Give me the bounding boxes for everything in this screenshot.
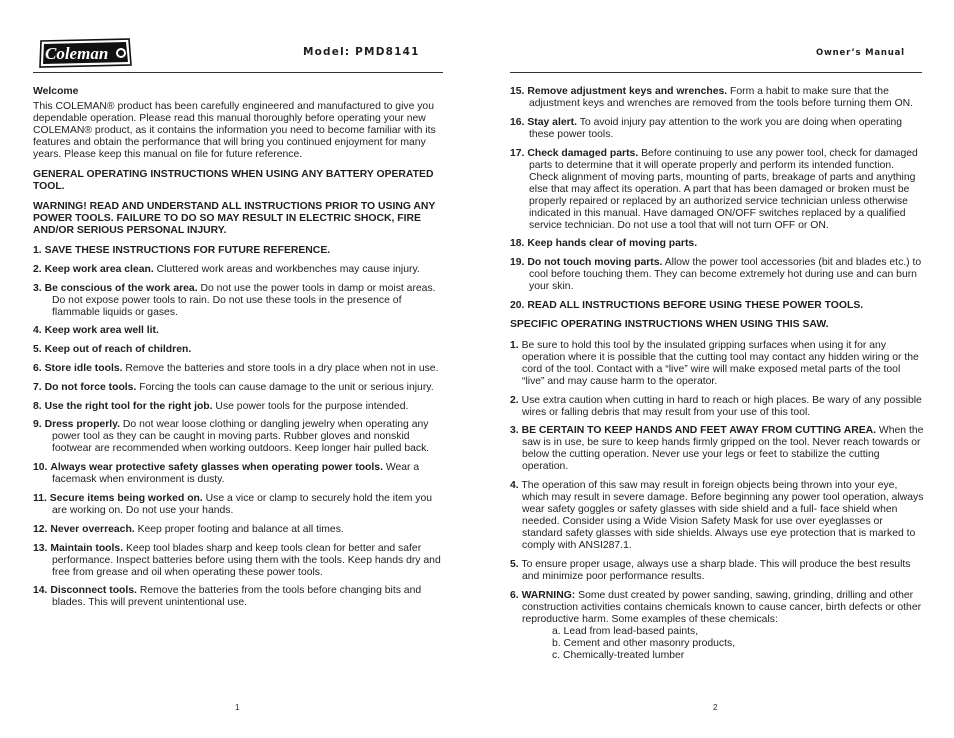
item-heading: Keep out of reach of children. (44, 344, 192, 356)
item-number: 5. (33, 344, 42, 356)
item-number: 13. (33, 542, 48, 554)
list-item (510, 480, 924, 552)
page-number: 2 (713, 703, 718, 712)
welcome-text: This COLEMAN® product has been carefully engineered and manufactured to give you dependable operation. Please read this manual thoroughly before operating your new COLEMAN® product, as it contains the information you need to become familiar with its features and obtain the performance that will bring you continued enjoyment for many years. Please keep this manual on file for future reference. (33, 101, 436, 160)
item-number: 18. (510, 238, 525, 250)
item-heading: Keep work area clean. (44, 263, 154, 275)
item-heading: BE CERTAIN TO KEEP HANDS AND FEET AWAY FROM CUTTING AREA. (521, 425, 877, 437)
right-instruction-list (510, 86, 924, 312)
item-number: 5. (510, 558, 519, 570)
item-text: Remove the batteries and store tools in a dry place when not in use. (122, 362, 439, 374)
item-number: 4. (510, 480, 519, 492)
general-heading: GENERAL OPERATING INSTRUCTIONS WHEN USING ANY BATTERY OPERATED TOOL. (33, 169, 434, 192)
list-item (33, 363, 445, 375)
list-item (510, 257, 924, 293)
item-heading: Store idle tools. (44, 362, 123, 374)
item-text: Use a vice or clamp to securely hold the item you are working on. Do not use your hands. (52, 492, 433, 516)
item-text: Be sure to hold this tool by the insulated gripping surfaces when using it for any operation where it is possible that the cutting tool may contact any hidden wiring or the cord of the tool. Contact with a “live” wire will make exposed metal parts of the tool “live” and may cause harm to the operator. (521, 339, 919, 387)
list-item (33, 493, 445, 517)
list-item (33, 325, 445, 337)
item-heading: Dress properly. (44, 419, 121, 431)
left-content (33, 86, 445, 616)
list-item (33, 382, 445, 394)
item-number: 11. (33, 492, 47, 504)
list-item (510, 340, 924, 388)
list-item (33, 543, 445, 579)
item-heading: READ ALL INSTRUCTIONS BEFORE USING THESE POWER TOOLS. (527, 299, 864, 311)
list-item (33, 283, 445, 319)
list-item (510, 238, 924, 250)
item-heading: Never overreach. (50, 523, 135, 535)
warning-text: WARNING! READ AND UNDERSTAND ALL INSTRUCTIONS PRIOR TO USING ANY POWER TOOLS. FAILURE TO DO SO MAY RESULT IN ELECTRIC SHOCK, FIRE AND/OR SERIOUS PERSONAL INJURY. (33, 201, 436, 236)
item-heading: Disconnect tools. (50, 585, 137, 597)
item-text: Keep proper footing and balance at all times. (134, 523, 344, 535)
item-heading: Always wear protective safety glasses when operating power tools. (50, 462, 383, 474)
item-number: 12. (33, 523, 48, 535)
owners-manual-label: Owner’s Manual (816, 48, 905, 58)
item-text: Cluttered work areas and workbenches may cause injury. (153, 263, 420, 275)
list-item (33, 419, 445, 455)
item-number: 7. (33, 381, 42, 393)
item-text: Allow the power tool accessories (bit and blades etc.) to cool before touching them. They can become extremely hot during use and can burn your skin. (529, 257, 922, 293)
item-heading: Remove adjustment keys and wrenches. (527, 86, 728, 97)
list-item (510, 590, 924, 626)
item-text: The operation of this saw may result in foreign objects being thrown into your eye, which may result in severe damage. Before beginning any power tool operation, always wear safety goggles or safety glasses with side shield and a full- face shield when needed. Consider using a Wide Vision Safety Mask for use over eyeglasses or standard safety glasses with side shields. Always use eye protection that is marked to comply with ANSI287.1. (521, 480, 924, 552)
header-rule (510, 72, 922, 73)
item-number: 2. (33, 263, 42, 275)
item-number: 6. (510, 589, 519, 601)
list-item (33, 524, 445, 536)
page-number: 1 (235, 703, 240, 712)
list-item (33, 245, 445, 257)
item-text: Use power tools for the purpose intended. (212, 400, 409, 412)
left-instruction-list (33, 245, 445, 609)
item-number: 15. (510, 86, 525, 97)
list-item (33, 401, 445, 413)
item-text: To avoid injury pay attention to the work you are doing when operating these power tools. (529, 116, 903, 140)
chemical-list (510, 626, 924, 662)
right-content (510, 86, 924, 662)
item-heading: Stay alert. (527, 116, 578, 128)
welcome-title: Welcome (33, 86, 79, 97)
item-text: Wear a facemask when environment is dusty. (52, 462, 420, 486)
list-item (510, 559, 924, 583)
list-item (510, 117, 924, 141)
item-text: To ensure proper usage, always use a sharp blade. This will produce the best results and minimize poor performance results. (521, 558, 911, 582)
item-heading: Use the right tool for the right job. (44, 400, 213, 412)
item-number: 6. (33, 362, 42, 374)
chemical-item: a. Lead from lead-based paints, (552, 625, 699, 637)
list-item (510, 86, 924, 110)
list-item (33, 462, 445, 486)
chemical-item: c. Chemically-treated lumber (552, 649, 685, 661)
item-number: 1. (510, 339, 519, 351)
item-heading: Secure items being worked on. (49, 492, 203, 504)
item-number: 1. (33, 245, 42, 256)
item-text: Before continuing to use any power tool, check for damaged parts to determine that it will operate properly and perform its intended function. Check alignment of moving parts, mounting of parts, breakage of parts and anything else that may affect its operation. A part that has been damaged or broken must be properly repaired or replaced by an authorized service technician unless otherwise indicated in this manual. Have damaged ON/OFF switches replaced by a qualified service technician. Do not use a tool that will not turn OFF or ON. (529, 147, 918, 231)
item-heading: Maintain tools. (50, 542, 124, 554)
item-text: Form a habit to make sure that the adjustment keys and wrenches are removed from the tools before turning them ON. (529, 86, 914, 109)
specific-heading: SPECIFIC OPERATING INSTRUCTIONS WHEN USING THIS SAW. (510, 318, 829, 330)
item-heading: SAVE THESE INSTRUCTIONS FOR FUTURE REFERENCE. (44, 245, 331, 256)
item-number: 17. (510, 147, 525, 159)
list-item (510, 395, 924, 419)
item-number: 9. (33, 419, 42, 431)
item-number: 4. (33, 325, 42, 337)
coleman-logo (37, 37, 133, 69)
item-text: When the saw is in use, be sure to keep hands firmly gripped on the tool. Never reach towards or below the cutting operation. Never use your legs or feet to stabilize the cutting operation. (522, 425, 924, 473)
item-number: 20. (510, 299, 525, 311)
list-item (33, 585, 445, 609)
item-number: 3. (510, 425, 519, 437)
list-item (33, 264, 445, 276)
right-page (477, 0, 954, 738)
item-heading: Check damaged parts. (527, 147, 639, 159)
item-number: 19. (510, 257, 525, 269)
list-item (510, 300, 924, 312)
item-text: Some dust created by power sanding, sawing, grinding, drilling and other construction activities contains chemicals known to cause cancer, birth defects or other reproductive harm. Some examples of these chemicals: (522, 589, 922, 625)
list-item (33, 344, 445, 356)
item-heading: Be conscious of the work area. (44, 282, 198, 294)
item-text: Forcing the tools can cause damage to the unit or serious injury. (136, 381, 434, 393)
item-number: 10. (33, 462, 48, 474)
item-heading: Do not force tools. (44, 381, 137, 393)
item-text: Keep tool blades sharp and keep tools clean for better and safer performance. Inspect batteries before using them with the tools. Keep hands dry and free from grease and oil when operating these power tools. (52, 542, 441, 578)
item-heading: Keep hands clear of moving parts. (527, 238, 698, 250)
chemical-item: b. Cement and other masonry products, (552, 637, 736, 649)
item-number: 14. (33, 585, 48, 597)
header-rule (33, 72, 443, 73)
item-text: Do not wear loose clothing or dangling jewelry when operating any power tool as they can be caught in moving parts. Rubber gloves and nonskid footwear are recommended when working outdoors. Keep longer hair pulled back. (52, 419, 430, 455)
list-item (510, 148, 924, 232)
specific-instruction-list (510, 340, 924, 626)
logo-text: Coleman (45, 44, 109, 63)
item-number: 3. (33, 282, 42, 294)
item-heading: Do not touch moving parts. (527, 257, 663, 269)
item-number: 8. (33, 400, 42, 412)
item-heading: WARNING: (521, 589, 576, 601)
item-text: Do not use the power tools in damp or moist areas. Do not expose power tools to rain. Do not use these tools in the presence of flammable liquids or gases. (52, 282, 436, 318)
item-text: Use extra caution when cutting in hard to reach or high places. Be wary of any possible wires or falling debris that may result from your use of this tool. (521, 394, 922, 418)
item-number: 2. (510, 394, 519, 406)
model-label: Model: PMD8141 (303, 46, 420, 58)
item-number: 16. (510, 116, 525, 128)
list-item (510, 425, 924, 473)
item-heading: Keep work area well lit. (44, 325, 159, 337)
item-text: Remove the batteries from the tools before changing bits and blades. This will prevent unintentional use. (52, 585, 422, 609)
